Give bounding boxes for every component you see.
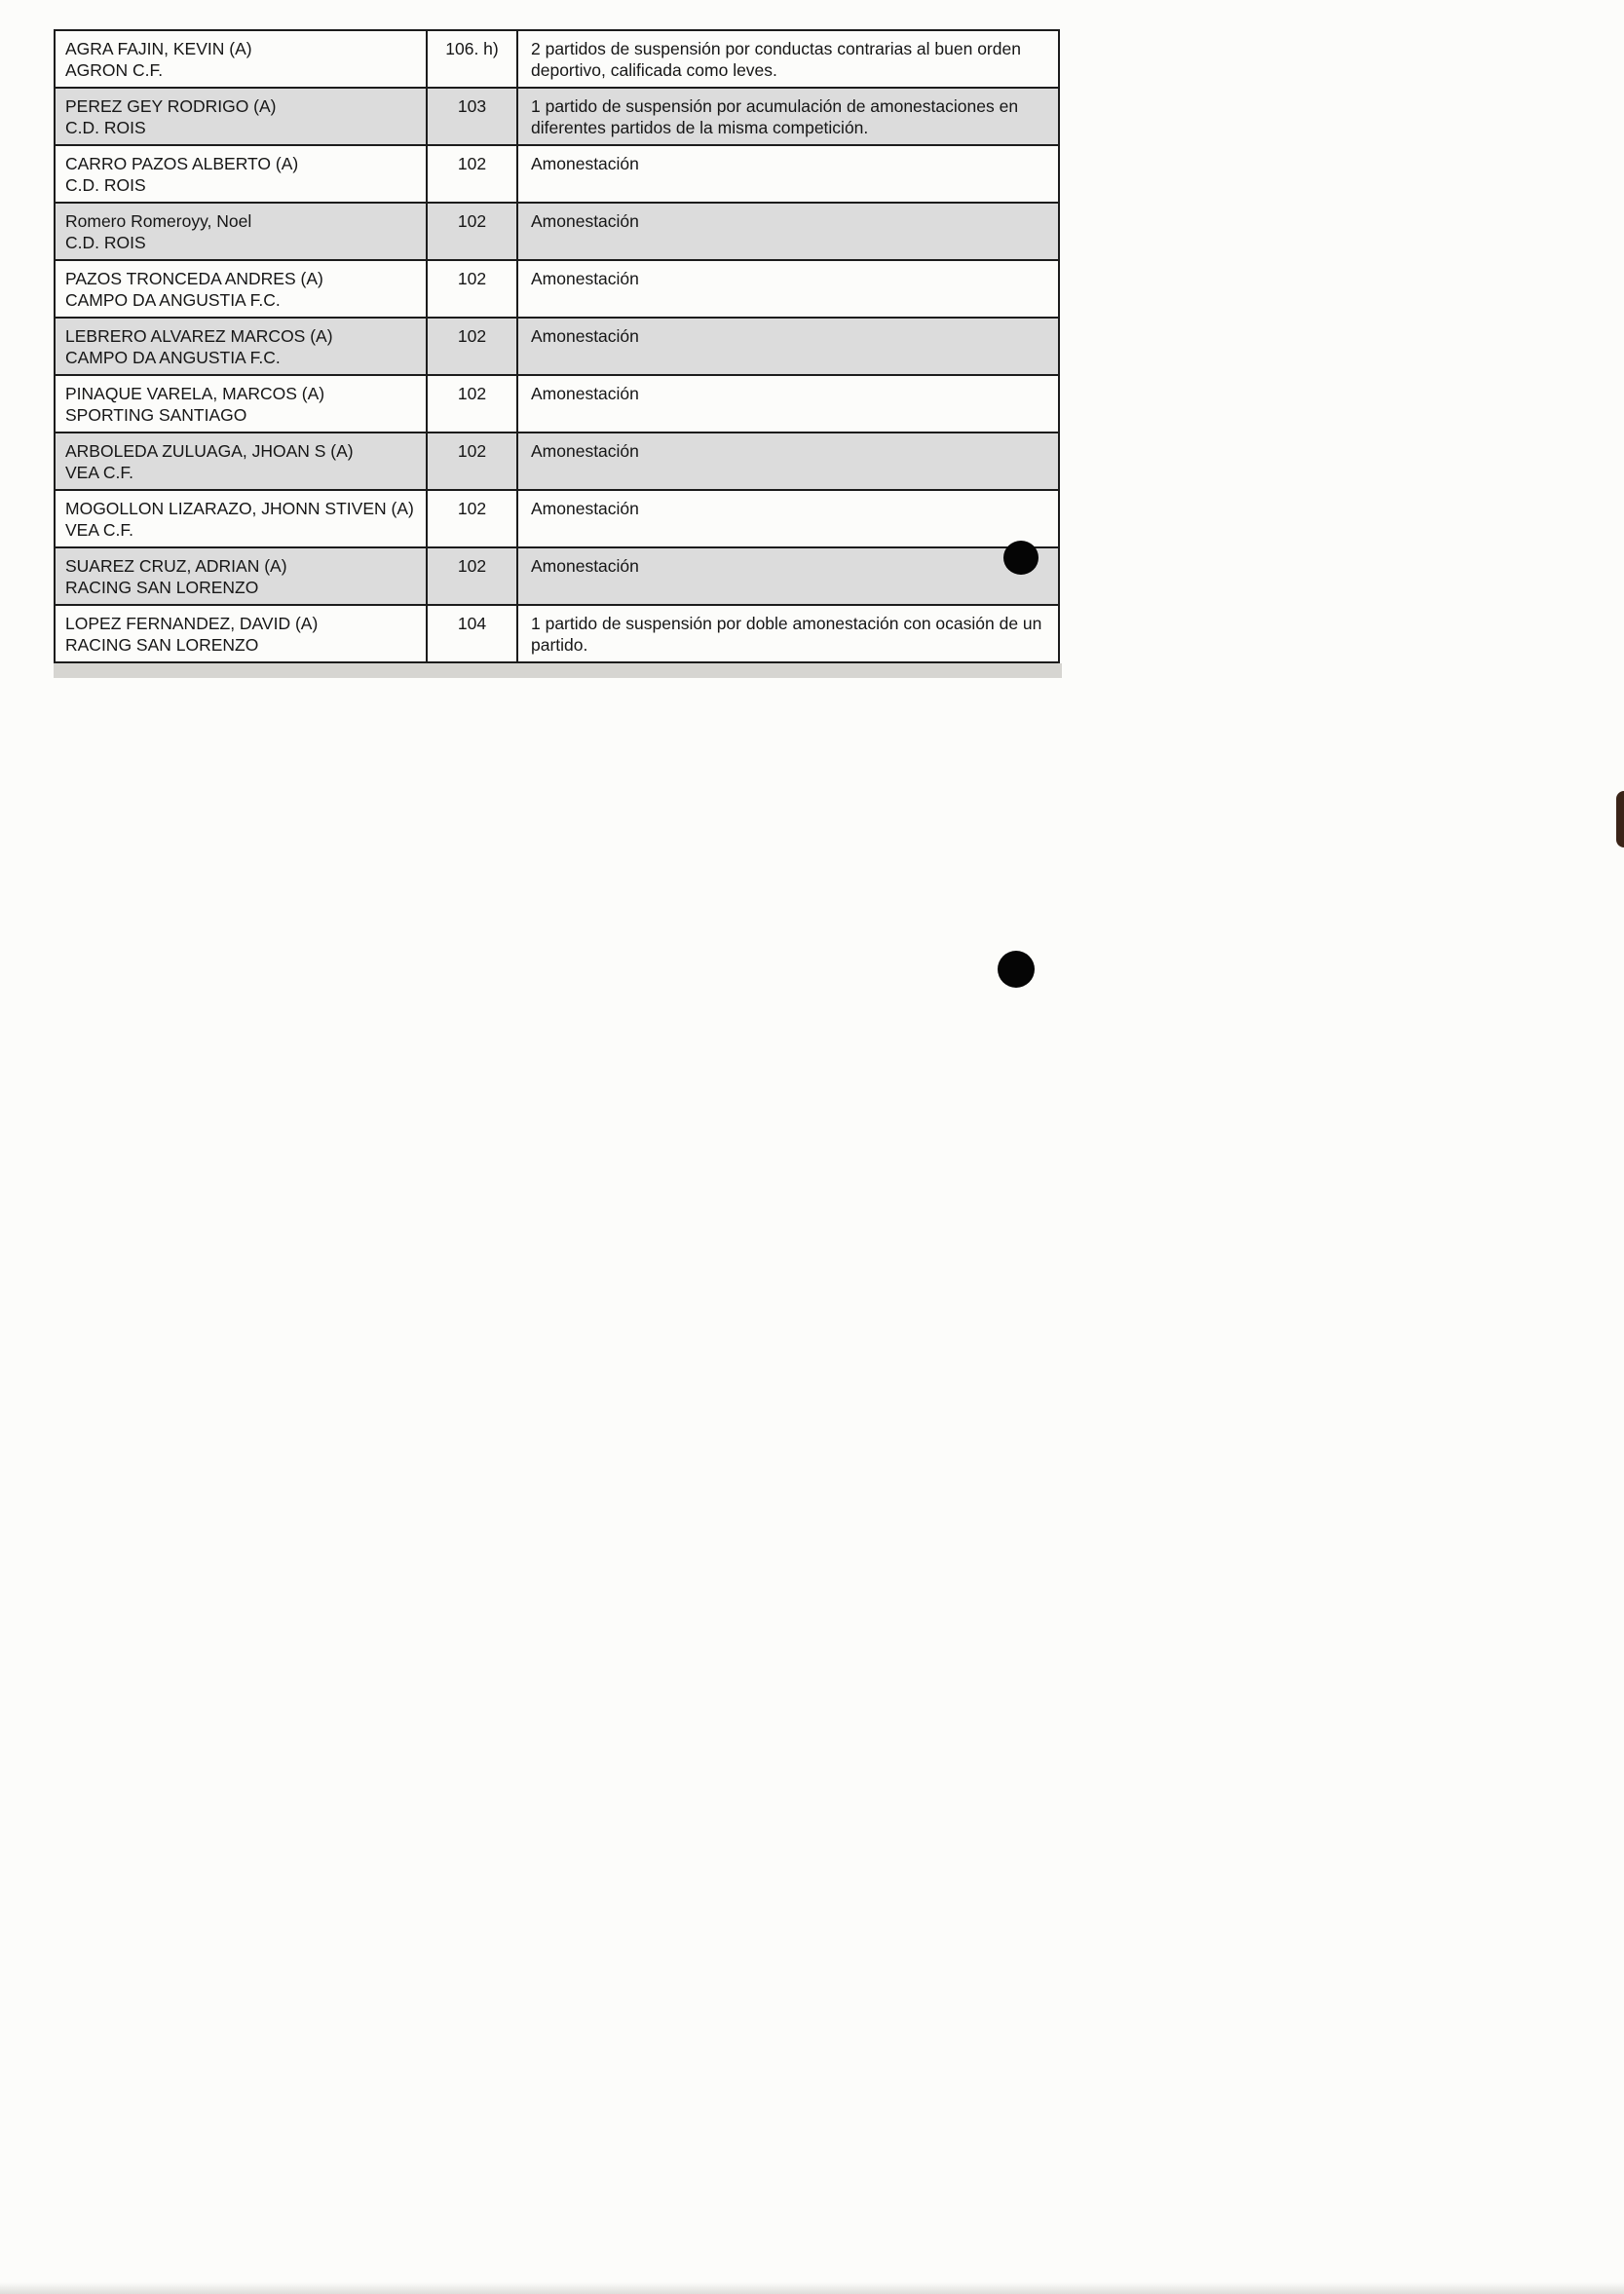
table-row — [56, 548, 1058, 606]
player-cell — [56, 606, 426, 661]
club-name: CAMPO DA ANGUSTIA F.C. — [65, 348, 281, 367]
player-name: CARRO PAZOS ALBERTO (A) — [65, 154, 299, 173]
table-row — [56, 433, 1058, 491]
ink-dot-2 — [998, 951, 1035, 988]
article-code: 102 — [457, 269, 487, 288]
table-row — [56, 31, 1058, 89]
article-code: 102 — [457, 154, 487, 173]
sanction-text: Amonestación — [531, 154, 639, 173]
player-name: Romero Romeroyy, Noel — [65, 211, 252, 231]
sanction-cell — [518, 376, 1058, 432]
table-row — [56, 319, 1058, 376]
player-name: LEBRERO ALVAREZ MARCOS (A) — [65, 326, 333, 346]
table-row — [56, 146, 1058, 204]
article-code: 106. h) — [445, 39, 499, 58]
player-name: PEREZ GEY RODRIGO (A) — [65, 96, 277, 116]
player-name: AGRA FAJIN, KEVIN (A) — [65, 39, 252, 58]
club-name: C.D. ROIS — [65, 233, 146, 252]
club-name: RACING SAN LORENZO — [65, 578, 259, 597]
article-cell — [426, 31, 518, 87]
player-name: MOGOLLON LIZARAZO, JHONN STIVEN (A) — [65, 499, 414, 518]
sanction-cell — [518, 491, 1058, 546]
sanction-text: 2 partidos de suspensión por conductas contrarias al buen orden deportivo, calificada como leves. — [531, 39, 1021, 80]
article-code: 102 — [457, 384, 487, 403]
table-row — [56, 89, 1058, 146]
sanction-cell — [518, 319, 1058, 374]
player-name: PINAQUE VARELA, MARCOS (A) — [65, 384, 325, 403]
player-cell — [56, 319, 426, 374]
article-code: 102 — [457, 211, 487, 231]
article-cell — [426, 204, 518, 259]
player-cell — [56, 31, 426, 87]
article-code: 102 — [457, 499, 487, 518]
article-code: 103 — [457, 96, 487, 116]
article-cell — [426, 433, 518, 489]
player-cell — [56, 261, 426, 317]
player-cell — [56, 491, 426, 546]
player-name: SUAREZ CRUZ, ADRIAN (A) — [65, 556, 287, 576]
club-name: VEA C.F. — [65, 520, 134, 540]
sanction-text: Amonestación — [531, 384, 639, 403]
sanction-text: 1 partido de suspensión por acumulación de amonestaciones en diferentes partidos de la misma competición. — [531, 96, 1019, 137]
sanction-cell — [518, 606, 1058, 661]
player-name: LOPEZ FERNANDEZ, DAVID (A) — [65, 614, 319, 633]
ink-dot-1 — [1003, 541, 1039, 575]
table-row — [56, 261, 1058, 319]
article-cell — [426, 491, 518, 546]
sanction-text: Amonestación — [531, 269, 639, 288]
player-name: PAZOS TRONCEDA ANDRES (A) — [65, 269, 323, 288]
sanction-cell — [518, 433, 1058, 489]
article-cell — [426, 261, 518, 317]
article-code: 102 — [457, 326, 487, 346]
player-cell — [56, 146, 426, 202]
scan-edge-mark — [1616, 791, 1624, 847]
article-code: 102 — [457, 556, 487, 576]
table-row — [56, 606, 1058, 661]
player-cell — [56, 548, 426, 604]
club-name: C.D. ROIS — [65, 118, 146, 137]
sanctions-table — [54, 29, 1060, 663]
player-name: ARBOLEDA ZULUAGA, JHOAN S (A) — [65, 441, 354, 461]
sanction-text: Amonestación — [531, 441, 639, 461]
player-cell — [56, 89, 426, 144]
player-cell — [56, 433, 426, 489]
sanction-cell — [518, 146, 1058, 202]
article-cell — [426, 548, 518, 604]
article-cell — [426, 319, 518, 374]
sanction-text: Amonestación — [531, 326, 639, 346]
article-code: 102 — [457, 441, 487, 461]
player-cell — [56, 376, 426, 432]
table-row — [56, 204, 1058, 261]
sanction-cell — [518, 31, 1058, 87]
article-code: 104 — [457, 614, 487, 633]
table-row — [56, 376, 1058, 433]
sanction-text: Amonestación — [531, 556, 639, 576]
sanction-cell — [518, 261, 1058, 317]
article-cell — [426, 146, 518, 202]
club-name: CAMPO DA ANGUSTIA F.C. — [65, 290, 281, 310]
table-row — [56, 491, 1058, 548]
sanction-text: Amonestación — [531, 211, 639, 231]
article-cell — [426, 606, 518, 661]
club-name: VEA C.F. — [65, 463, 134, 482]
sanction-text: 1 partido de suspensión por doble amonestación con ocasión de un partido. — [531, 614, 1042, 655]
club-name: AGRON C.F. — [65, 60, 164, 80]
club-name: C.D. ROIS — [65, 175, 146, 195]
article-cell — [426, 89, 518, 144]
scan-bottom-shadow — [0, 2282, 1624, 2294]
sanction-cell — [518, 548, 1058, 604]
sanction-cell — [518, 204, 1058, 259]
sanction-text: Amonestación — [531, 499, 639, 518]
club-name: SPORTING SANTIAGO — [65, 405, 247, 425]
club-name: RACING SAN LORENZO — [65, 635, 259, 655]
article-cell — [426, 376, 518, 432]
player-cell — [56, 204, 426, 259]
sanction-cell — [518, 89, 1058, 144]
